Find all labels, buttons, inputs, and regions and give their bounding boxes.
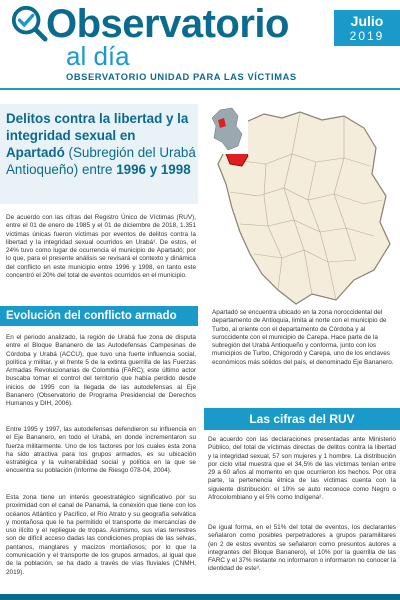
paragraph-1: En el periodo analizado, la región de Urabá fue zona de disputa entre el Bloque Bananero de las Autodefensas Campesinas de Córdoba y Urabá (ACCU), que tuvo una fuerte influencia social, política y militar, y el frente 5 de la extinta guerrilla de las Fuerzas Armadas Revolucionarias de Colombia (FARC); este último actor buscaba tomar el control del territorio que había perdido desde inicios de 1995 con la llegada de las autodefensas al Eje Bananero (Observatorio de Programa Presidencial de Derechos Humanos y DIH, 2006). bbox=[6, 334, 196, 408]
date-block bbox=[334, 10, 400, 46]
lead-paragraph: De acuerdo con las cifras del Registro Único de Víctimas (RUV), entre el 01 de enero de 1985 y el 01 de diciembre de 2018, 1.351 víctimas únicas fueron víctimas por eventos de delitos contra la libertad y la integridad sexual ocurridos en Urabá¹. De estos, el 24% tuvo como lugar de ocurrencia el municipio de Apartadó; por lo que, para el presente análisis se revisará el contexto y dinámica del conflicto en este municipio entre 1996 y 1998, en tanto este concentró el 20% del total de eventos ocurridos en el municipio. bbox=[6, 214, 196, 280]
article-title bbox=[6, 110, 196, 178]
logo-title: Observatorio bbox=[46, 2, 289, 46]
title-mid-part: entre bbox=[81, 162, 117, 177]
logo-subtitle: al día bbox=[66, 41, 130, 71]
paragraph-2: Entre 1995 y 1997, las autodefensas defendieron su influencia en el Eje Bananero, en todo el Urabá, en donde incrementaron su fuerza militarmente. Uno de los factores por los cuales esta zona ha sido atractiva para los grupos armados, es su ubicación estratégica y la vulnerabilidad social y política en la que se encuentra su población (Informe de Riesgo 078-04, 2004). bbox=[6, 426, 196, 475]
title-bold-part1: Delitos contra la libertad y la integridad sexual en Apartadó bbox=[6, 111, 189, 160]
section-title-ruv: Las cifras del RUV bbox=[249, 412, 355, 426]
title-normal-part: (Subregión del Urabá Antioqueño) bbox=[6, 145, 196, 177]
map-caption: Apartadó se encuentra ubicado en la zona noroccidental del departamento de Antioquia, limita al norte con el municipio de Turbo, al oriente con el departamento de Córdoba y al suroccidente con el municipio de Carepa. Hace parte de la subregión del Urabá Antioqueño y conforma, junto con los municipios de Turbo, Chigorodó y Carepa, uno de los enclaves económicos más sólidos del país, el denominado Eje Bananero. bbox=[212, 309, 394, 366]
antioquia-map bbox=[204, 104, 400, 308]
paragraph-3: Esta zona tiene un interés geoestratégico significativo por su proximidad con el canal de Panamá, la conexión que tiene con los océanos Atlántico y Pacífico, el Río Atrato y su geografía selvática y montañosa que le ha permitido el transporte de mercancías de uso ilícito y el repliegue de tropas. Asimismo, sus vías terrestres son de difícil acceso dadas las condiciones propias de las selvas, pantanos, manglares y macizos montañosos; por lo que la comunicación y el transporte de los grupos armados, al igual que de la población, se ha dado a través de vías fluviales (CNMH, 2019). bbox=[6, 494, 196, 576]
ruv-paragraph-1: De acuerdo con las declaraciones presentadas ante Ministerio Público, del total de víctimas directas de delitos contra la libertad y la integridad sexual, 57 son mujeres y 1 hombre. La distribución por ciclo vital muestra que el 34,5% de las víctimas tenían entre 29 a 60 años al momento en que ocurrieron los hechos. Por otra parte, la pertenencia étnica de las víctimas cuenta con la siguiente distribución: el 10% se auto reconoce como Negro o Afrocolombiano y el 5% como Indígena². bbox=[208, 436, 396, 502]
header bbox=[0, 0, 400, 92]
ruv-paragraph-2: De igual forma, en el 51% del total de eventos, los declarantes señalaron como posibles perpetradores a grupos paramilitares (en 2 de estos eventos se señalaron como presuntos autores a integrantes del Bloque Bananero), el 10% por la guerrilla de las FARC y el 37% restante no informaron o informaron no conocer la identidad de este³. bbox=[208, 524, 396, 573]
title-bold-part2: 1996 y 1998 bbox=[116, 162, 191, 177]
section-title-conflict: Evolución del conflicto armado bbox=[6, 310, 177, 322]
header-divider bbox=[0, 88, 400, 90]
footer-bar bbox=[0, 594, 400, 600]
date-year: 2019 bbox=[349, 29, 385, 43]
date-month: Julio bbox=[350, 13, 384, 29]
colombia-inset bbox=[206, 106, 248, 154]
magnifier-check-icon bbox=[10, 4, 48, 42]
tagline: OBSERVATORIO UNIDAD PARA LAS VÍCTIMAS bbox=[66, 72, 297, 82]
